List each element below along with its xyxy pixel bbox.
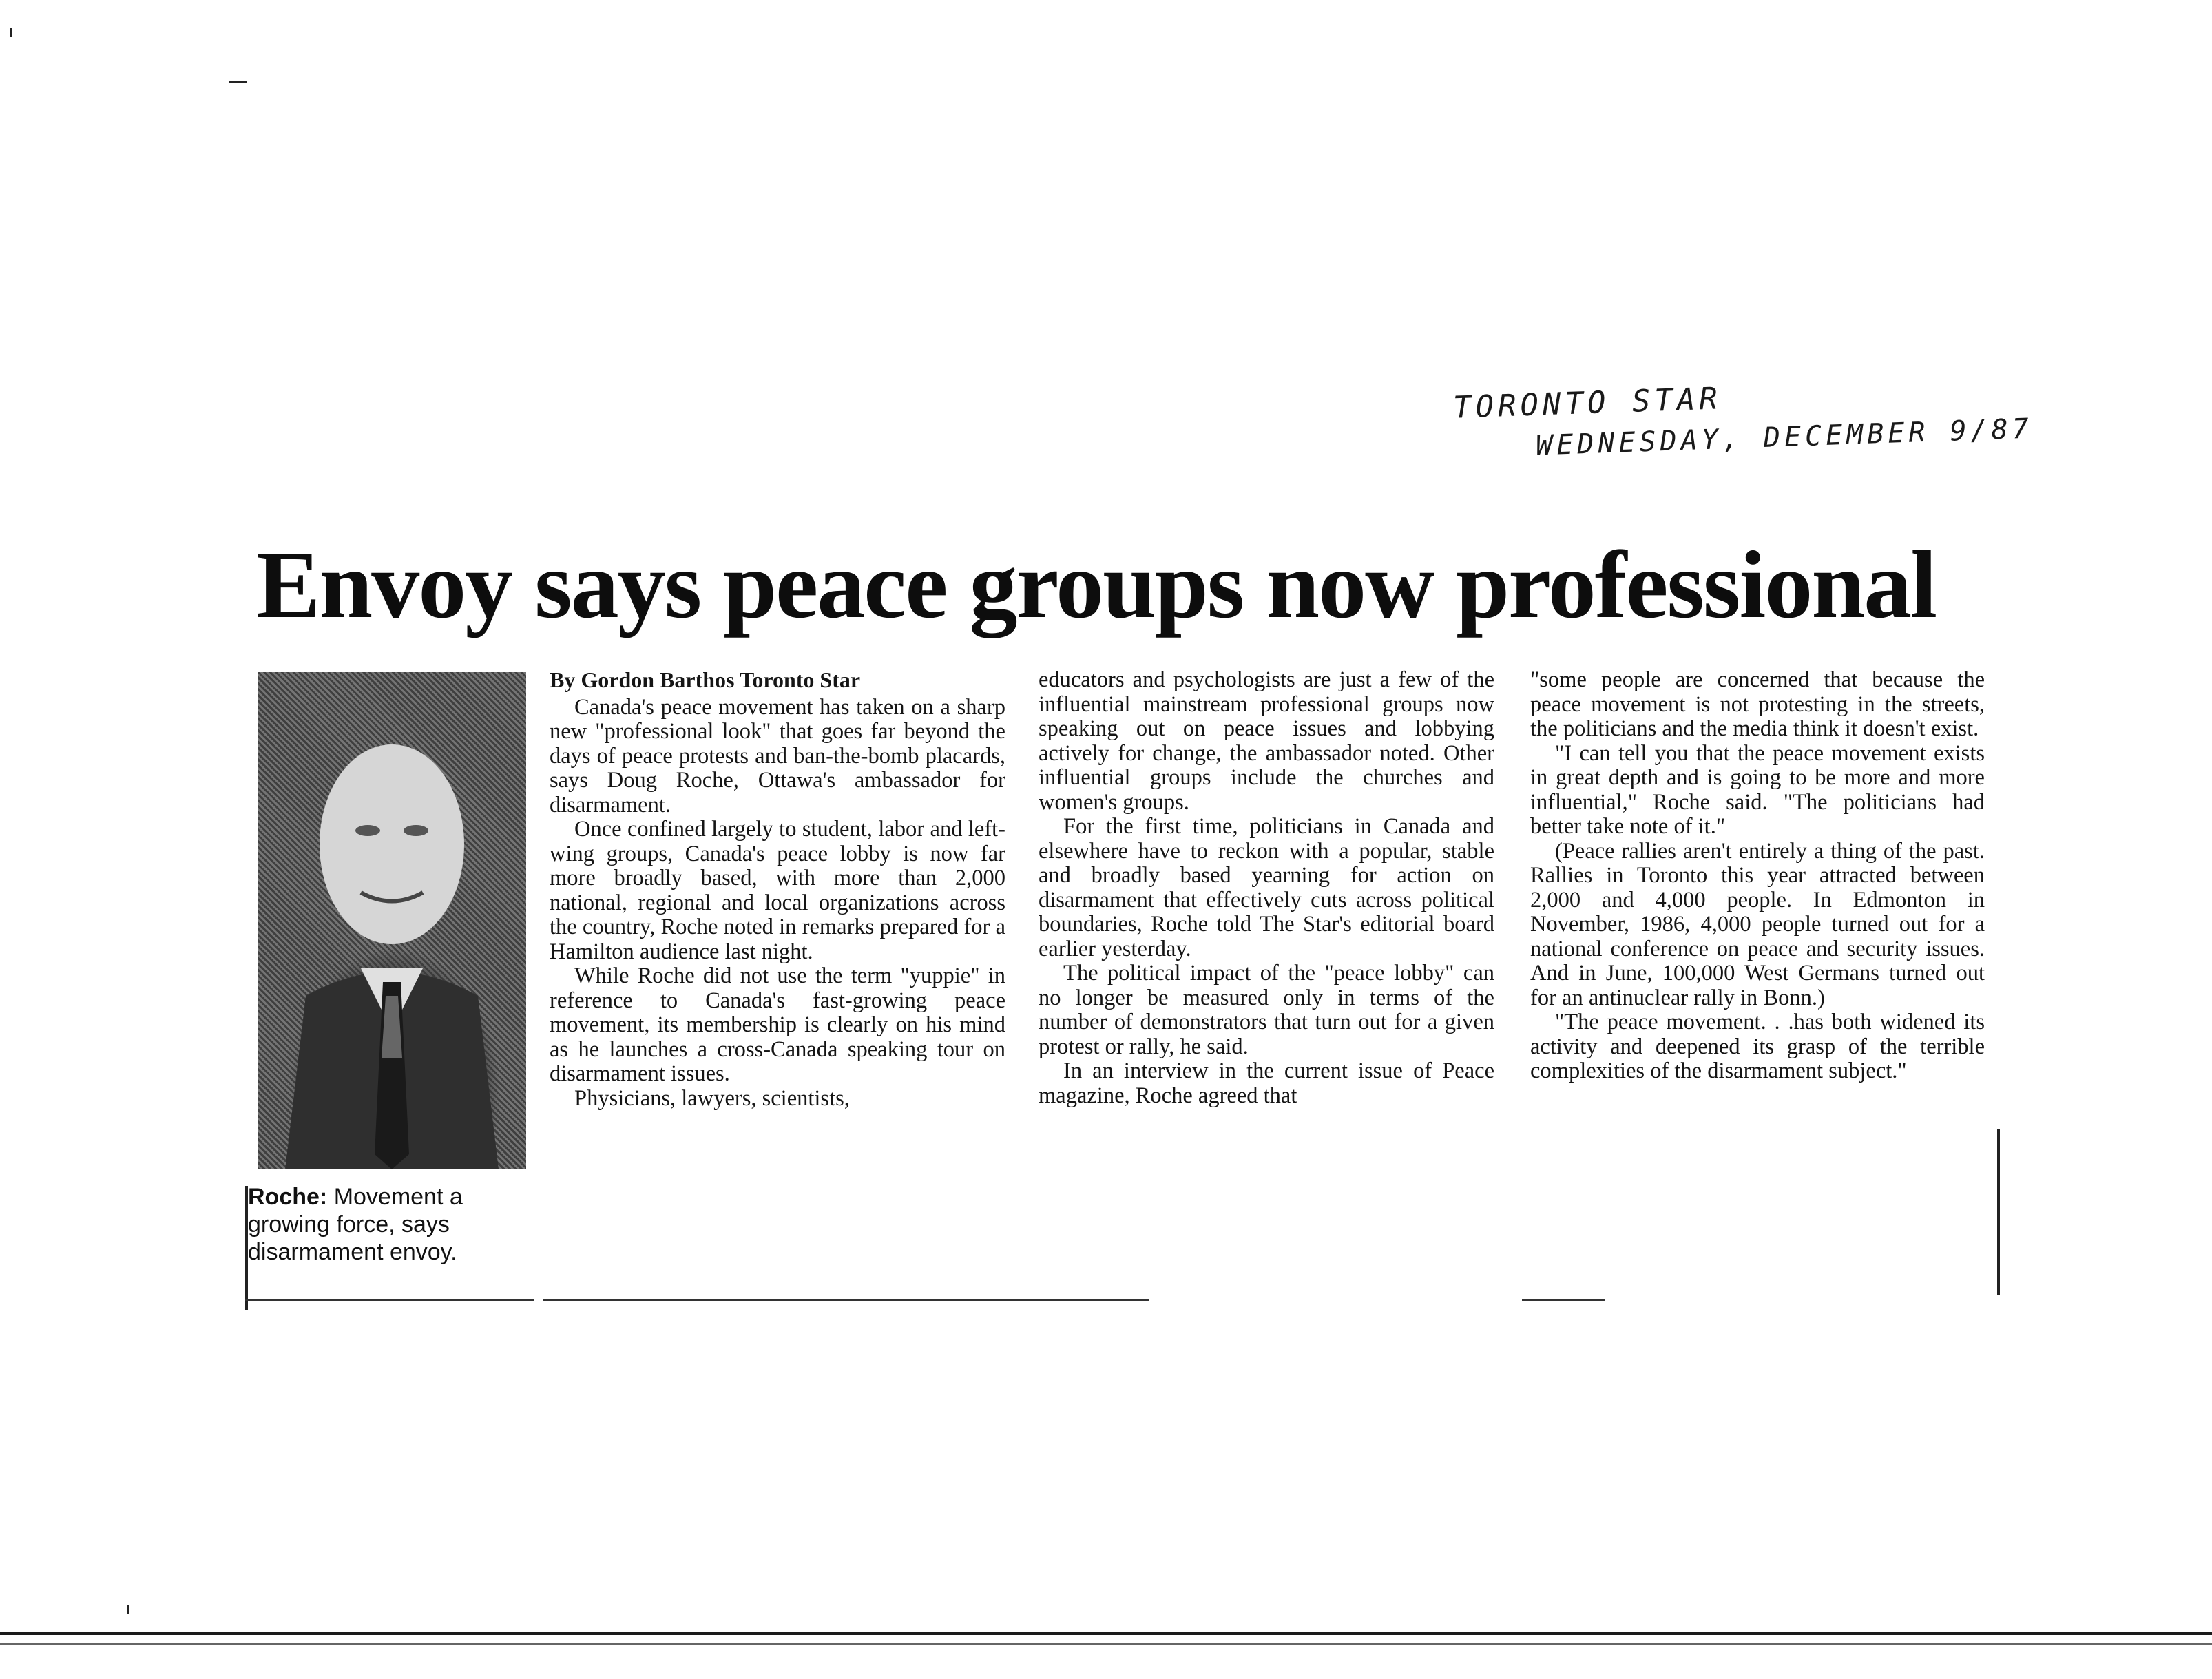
caption-text: Movement a growing force, says disarmament envoy. [248,1184,463,1265]
article-column-3 [1530,668,1985,1084]
handwritten-source-note: TORONTO STAR [1452,381,1722,426]
paragraph: (Peace rallies aren't entirely a thing of the past. Rallies in Toronto this year attracted between 2,000 and 4,000 people. In Edmonton in November, 1986, 4,000 people turned out for a national conference on peace and security issues. And in June, 100,000 West Germans turned out for an antinuclear rally in Bonn.) [1530,838,1985,1010]
scan-speck [10,28,12,37]
paragraph: For the first time, politicians in Canada and elsewhere have to reckon with a popular, stable and broadly based yearning for action on disarmament that effectively cuts across political boundaries, Roche told The Star's editorial board earlier yesterday. [1039,814,1494,961]
scan-speck [127,1605,129,1614]
caption-lead: Roche: [248,1184,328,1210]
article-column-1 [550,668,1005,1111]
portrait-illustration [258,672,526,1169]
scan-bottom-edge-secondary [0,1643,2212,1645]
caption-bottom-rule [245,1299,534,1301]
scan-speck [229,81,247,83]
article-column-2 [1039,668,1494,1108]
column-bottom-rule [543,1299,1149,1301]
paragraph: "The peace movement. . .has both widened its activity and deepened its grasp of the terrible complexities of the disarmament subject." [1530,1010,1985,1083]
paragraph: In an interview in the current issue of Peace magazine, Roche agreed that [1039,1058,1494,1108]
paragraph: Physicians, lawyers, scientists, [574,1085,850,1111]
paragraph-continued: educators and psychologists are just a few of the influential mainstream professional groups now speaking out on peace issues and lobbying actively for change, the ambassador noted. Other influential groups include the churches and women's groups. [1039,667,1494,815]
paragraph: The political impact of the "peace lobby" can no longer be measured only in terms of the number of demonstrators that turn out for a given protest or rally, he said. [1039,961,1494,1059]
side-rule [1997,1129,2000,1295]
handwritten-date-note: WEDNESDAY, DECEMBER 9/87 [1535,413,2034,462]
article-headline: Envoy says peace groups now professional [256,532,1937,638]
photo-caption [248,1183,537,1266]
scan-bottom-edge [0,1632,2212,1635]
paragraph: Canada's peace movement has taken on a sharp new "professional look" that goes far beyond the days of peace protests and ban-the-bomb placards, says Doug Roche, Ottawa's ambassador for disarmament. [550,694,1005,817]
paragraph: "I can tell you that the peace movement exists in great depth and is going to be more and more influential," Roche said. "The politicians had better take note of it." [1530,740,1985,839]
byline: By Gordon Barthos Toronto Star [550,667,861,692]
portrait-photo [258,672,526,1169]
paragraph: Once confined largely to student, labor and left-wing groups, Canada's peace lobby is now far more broadly based, with more than 2,000 national, regional and local organizations across the country, Roche noted in remarks prepared for a Hamilton audience last night. [550,817,1005,964]
paragraph-continued: "some people are concerned that because the peace movement is not protesting in the streets, the politicians and the media think it doesn't exist. [1530,667,1985,741]
paragraph: While Roche did not use the term "yuppie" in reference to Canada's fast-growing peace movement, its membership is clearly on his mind as he launches a cross-Canada speaking tour on disarmament issues. [550,963,1005,1086]
column-bottom-rule [1522,1299,1605,1301]
